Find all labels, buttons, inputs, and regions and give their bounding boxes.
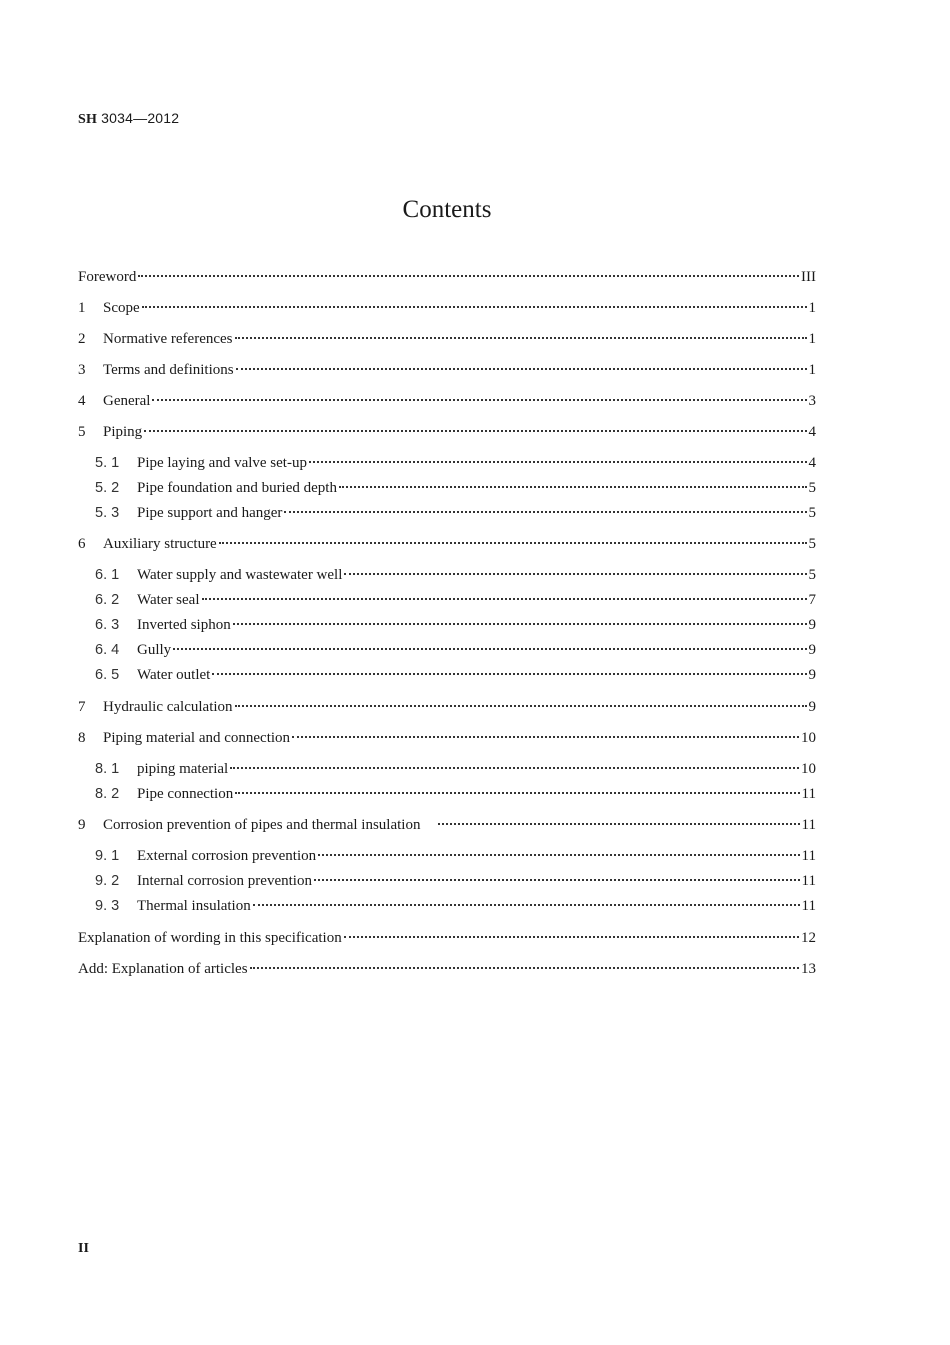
toc-entry-number: 9. 2: [95, 873, 120, 889]
toc-entry-terms-definitions[interactable]: [78, 359, 816, 381]
toc-entry-8-1[interactable]: [95, 758, 816, 780]
toc-entry-label: Internal corrosion prevention: [137, 873, 312, 889]
toc-entry-label: Pipe support and hanger: [137, 505, 283, 521]
dot-leader: [314, 879, 800, 881]
toc-entry-label: Hydraulic calculation: [103, 699, 233, 715]
toc-entry-label: Add: Explanation of articles: [78, 961, 248, 977]
toc-entry-5-2[interactable]: [95, 477, 816, 499]
dot-leader: [292, 736, 799, 738]
dot-leader: [344, 936, 799, 938]
toc-entry-scope[interactable]: [78, 297, 816, 319]
toc-entry-number: 3: [78, 362, 86, 378]
toc-entry-general[interactable]: [78, 390, 816, 412]
toc-entry-number: 5. 2: [95, 480, 120, 496]
dot-leader: [438, 823, 799, 825]
toc-entry-page: 9: [808, 617, 816, 633]
toc-entry-label: Explanation of wording in this specification: [78, 930, 342, 946]
toc-entry-number: 8. 1: [95, 761, 120, 777]
toc-entry-label: Scope: [103, 300, 140, 316]
toc-entry-number: 5. 3: [95, 505, 120, 521]
dot-leader: [142, 306, 807, 308]
toc-entry-normative-references[interactable]: [78, 328, 816, 350]
toc-entry-number: 4: [78, 393, 86, 409]
toc-entry-6-3[interactable]: [95, 614, 816, 636]
toc-entry-number: 2: [78, 331, 86, 347]
toc-entry-5-3[interactable]: [95, 502, 816, 524]
standard-code: SH: [78, 112, 98, 127]
page-title: Contents: [402, 196, 492, 223]
toc-entry-number: 6: [78, 536, 86, 552]
dot-leader: [318, 854, 799, 856]
toc-entry-page: 11: [801, 817, 816, 833]
toc-entry-page: III: [801, 269, 816, 285]
standard-number: 3034—2012: [101, 110, 180, 126]
toc-entry-number: 9: [78, 817, 86, 833]
toc-entry-label: Water seal: [137, 592, 200, 608]
toc-entry-page: 12: [801, 930, 816, 946]
toc-entry-number: 1: [78, 300, 86, 316]
toc-entry-label: Piping: [103, 424, 143, 440]
toc-entry-page: 5: [808, 567, 816, 583]
toc-entry-number: 6. 2: [95, 592, 120, 608]
toc-entry-label: External corrosion prevention: [137, 848, 317, 864]
toc-entry-number: 5: [78, 424, 86, 440]
dot-leader: [144, 430, 806, 432]
toc-entry-5-1[interactable]: [95, 452, 816, 474]
dot-leader: [173, 648, 806, 650]
toc-entry-explanation-wording[interactable]: [78, 927, 816, 949]
toc-entry-page: 1: [808, 362, 816, 378]
toc-entry-number: 6. 5: [95, 667, 120, 683]
toc-entry-page: 13: [801, 961, 816, 977]
toc-entry-label: Auxiliary structure: [103, 536, 217, 552]
dot-leader: [212, 673, 806, 675]
dot-leader: [138, 275, 799, 277]
toc-entry-label: General: [103, 393, 151, 409]
toc-entry-label: piping material: [137, 761, 229, 777]
dot-leader: [236, 368, 807, 370]
dot-leader: [235, 705, 807, 707]
toc-entry-foreword[interactable]: [78, 266, 816, 288]
toc-entry-corrosion-prevention[interactable]: [78, 814, 816, 836]
toc-entry-piping[interactable]: [78, 421, 816, 443]
toc-entry-6-1[interactable]: [95, 564, 816, 586]
toc-entry-page: 11: [801, 898, 816, 914]
toc-entry-label: Water outlet: [137, 667, 211, 683]
toc-entry-6-2[interactable]: [95, 589, 816, 611]
toc-entry-page: 9: [808, 642, 816, 658]
dot-leader: [253, 904, 800, 906]
dot-leader: [284, 511, 806, 513]
dot-leader: [233, 623, 807, 625]
toc-entry-number: 5. 1: [95, 455, 120, 471]
toc-entry-label: Pipe laying and valve set-up: [137, 455, 307, 471]
dot-leader: [152, 399, 806, 401]
toc-entry-label: Corrosion prevention of pipes and thermal insulation: [103, 817, 421, 833]
toc-entry-label: Foreword: [78, 269, 137, 285]
toc-entry-label: Water supply and wastewater well: [137, 567, 343, 583]
dot-leader: [219, 542, 807, 544]
toc-entry-page: 5: [808, 505, 816, 521]
toc-entry-label: Terms and definitions: [103, 362, 234, 378]
toc-entry-number: 9. 1: [95, 848, 120, 864]
dot-leader: [235, 337, 807, 339]
toc-entry-explanation-articles[interactable]: [78, 958, 816, 980]
toc-entry-9-1[interactable]: [95, 845, 816, 867]
dot-leader: [250, 967, 799, 969]
dot-leader: [344, 573, 806, 575]
toc-entry-page: 10: [801, 761, 816, 777]
toc-entry-label: Pipe foundation and buried depth: [137, 480, 337, 496]
toc-entry-page: 11: [801, 873, 816, 889]
toc-entry-label: Gully: [137, 642, 172, 658]
toc-entry-number: 8. 2: [95, 786, 120, 802]
dot-leader: [235, 792, 799, 794]
toc-entry-label: Thermal insulation: [137, 898, 251, 914]
toc-entry-page: 9: [808, 699, 816, 715]
toc-entry-label: Inverted siphon: [137, 617, 231, 633]
toc-entry-piping-material[interactable]: [78, 727, 816, 749]
page-number: II: [78, 1241, 89, 1256]
toc-entry-label: Normative references: [103, 331, 233, 347]
dot-leader: [202, 598, 807, 600]
document-header: [78, 110, 179, 128]
toc-entry-6-5[interactable]: [95, 664, 816, 686]
toc-entry-page: 5: [808, 480, 816, 496]
toc-entry-8-2[interactable]: [95, 783, 816, 805]
toc-entry-number: 7: [78, 699, 86, 715]
toc-entry-number: 8: [78, 730, 86, 746]
toc-entry-9-2[interactable]: [95, 870, 816, 892]
toc-entry-label: Pipe connection: [137, 786, 234, 802]
toc-entry-auxiliary-structure[interactable]: [78, 533, 816, 555]
toc-entry-6-4[interactable]: [95, 639, 816, 661]
toc-entry-number: 6. 3: [95, 617, 120, 633]
toc-entry-page: 4: [808, 455, 816, 471]
dot-leader: [230, 767, 799, 769]
toc-entry-page: 11: [801, 848, 816, 864]
toc-entry-9-3[interactable]: [95, 895, 816, 917]
toc-entry-hydraulic-calculation[interactable]: [78, 696, 816, 718]
toc-entry-number: 9. 3: [95, 898, 120, 914]
dot-leader: [339, 486, 807, 488]
toc-entry-page: 3: [808, 393, 816, 409]
toc-entry-page: 5: [808, 536, 816, 552]
toc-entry-page: 1: [808, 331, 816, 347]
toc-entry-page: 11: [801, 786, 816, 802]
toc-entry-page: 7: [808, 592, 816, 608]
toc-entry-page: 1: [808, 300, 816, 316]
toc-entry-number: 6. 4: [95, 642, 120, 658]
toc-entry-label: Piping material and connection: [103, 730, 291, 746]
toc-entry-page: 9: [808, 667, 816, 683]
dot-leader: [309, 461, 807, 463]
toc-entry-number: 6. 1: [95, 567, 120, 583]
toc-entry-page: 4: [808, 424, 816, 440]
toc-entry-page: 10: [801, 730, 816, 746]
